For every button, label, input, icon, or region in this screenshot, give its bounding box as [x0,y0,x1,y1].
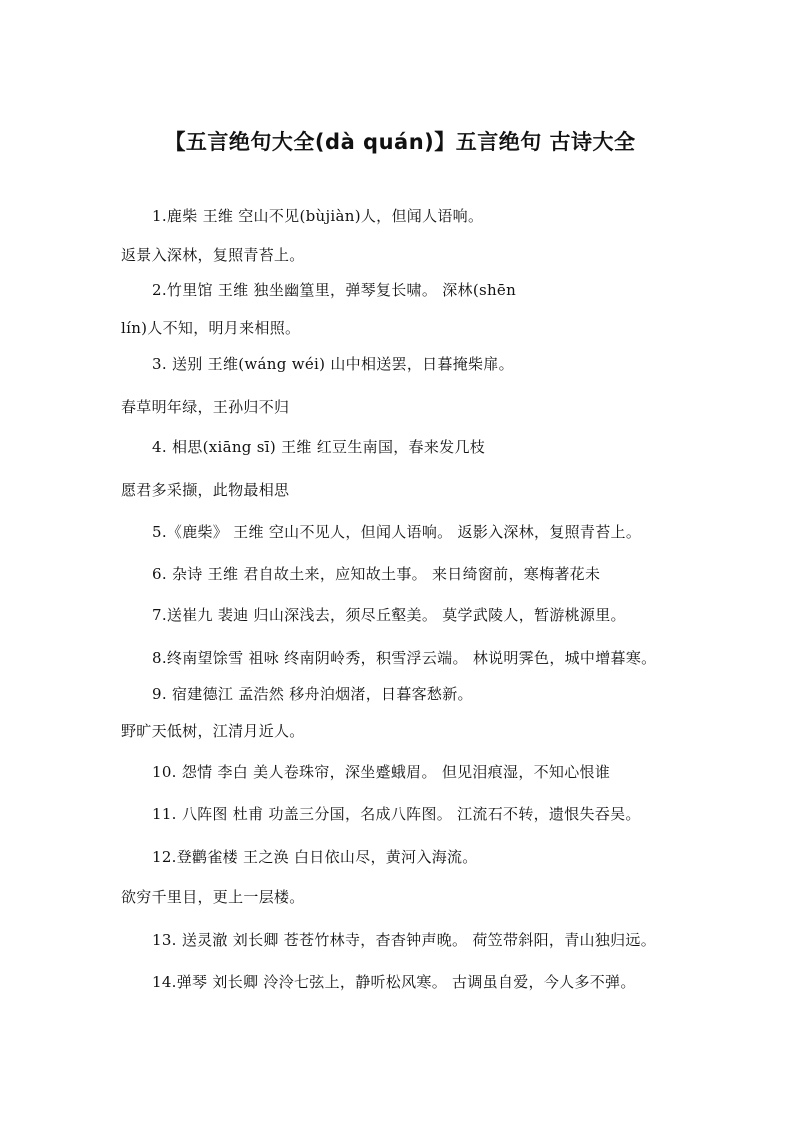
poem-line: 12.登鹳雀楼 王之涣 白日依山尽，黄河入海流。 [152,848,478,866]
poem-line: 2.竹里馆 王维 独坐幽篁里，弹琴复长啸。 深林(shēn [152,281,517,299]
poem-line: lín)人不知，明月来相照。 [121,319,301,337]
poem-line: 9. 宿建德江 孟浩然 移舟泊烟渚，日暮客愁新。 [152,685,473,703]
poem-line: 14.弹琴 刘长卿 泠泠七弦上，静听松风寒。 古调虽自爱，今人多不弹。 [152,973,636,991]
poem-line: 5.《鹿柴》 王维 空山不见人，但闻人语响。 返影入深林，复照青苔上。 [152,523,642,541]
poem-line: 4. 相思(xiāng sī) 王维 红豆生南国，春来发几枝 [152,438,486,456]
poem-line: 野旷天低树，江清月近人。 [121,722,305,740]
poem-line: 10. 怨情 李白 美人卷珠帘，深坐蹙蛾眉。 但见泪痕湿，不知心恨谁 [152,763,611,781]
poem-line: 13. 送灵澈 刘长卿 苍苍竹林寺，杳杳钟声晚。 荷笠带斜阳，青山独归远。 [152,931,657,949]
poem-line: 春草明年绿，王孙归不归 [121,398,290,416]
poem-line: 3. 送别 王维(wáng wéi) 山中相送罢，日暮掩柴扉。 [152,355,514,373]
document-title: 【五言绝句大全(dà quán)】五言绝句 古诗大全 [164,130,636,154]
poem-line: 7.送崔九 裴迪 归山深浅去，须尽丘壑美。 莫学武陵人，暂游桃源里。 [152,606,626,624]
poem-line: 返景入深林，复照青苔上。 [121,246,305,264]
poem-line: 1.鹿柴 王维 空山不见(bùjiàn)人，但闻人语响。 [152,207,484,225]
poem-line: 8.终南望馀雪 祖咏 终南阴岭秀，积雪浮云端。 林说明霁色，城中增暮寒。 [152,649,657,667]
poem-line: 11. 八阵图 杜甫 功盖三分国，名成八阵图。 江流石不转，遗恨失吞吴。 [152,805,641,823]
poem-line: 6. 杂诗 王维 君自故土来，应知故土事。 来日绮窗前，寒梅著花未 [152,565,601,583]
poem-line: 愿君多采撷，此物最相思 [121,481,290,499]
poem-line: 欲穷千里目，更上一层楼。 [121,888,305,906]
